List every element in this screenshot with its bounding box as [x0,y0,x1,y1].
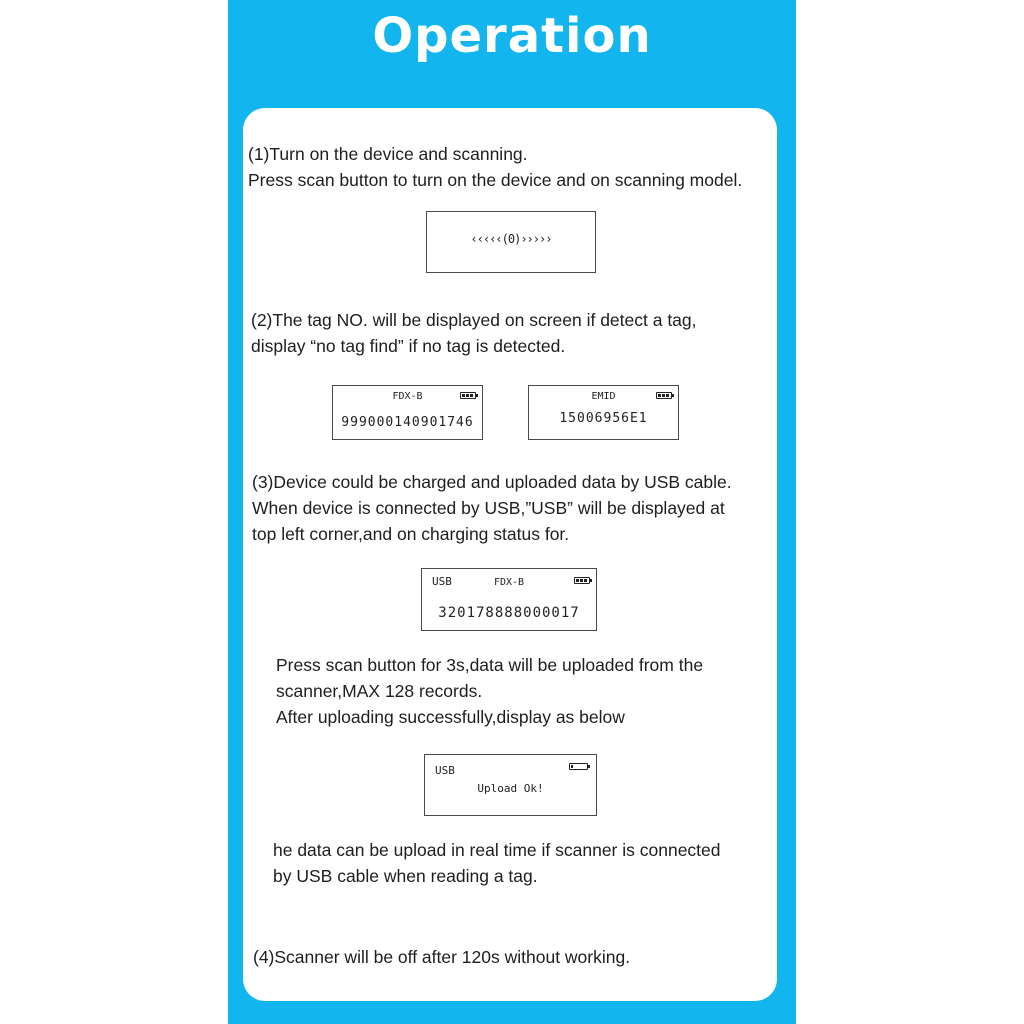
usb-upload-screen [424,754,597,816]
usb-fdx-screen [421,568,597,631]
upload-status: Upload Ok! [477,782,544,795]
tag-number: 320178888000017 [438,605,580,621]
screen-mode: FDX-B [493,577,525,588]
fdx-screen [332,385,483,440]
tag-number: 15006956E1 [559,411,648,426]
screen-mode: FDX-B [392,391,423,402]
scanning-screen [426,211,596,273]
step-2-text: (2)The tag NO. will be displayed on screen if detect a tag, display “no tag find” if no tag is detected. [251,310,697,356]
upload-note-text: Press scan button for 3s,data will be uploaded from the scanner,MAX 128 records. After uploading successfully,display as below [276,655,704,727]
usb-indicator: USB [435,764,455,777]
step-1-text: (1)Turn on the device and scanning. Press scan button to turn on the device and on scanning model. [248,144,743,190]
instructions-card [243,108,777,1001]
battery-icon [460,392,476,399]
step-3-text: (3)Device could be charged and uploaded data by USB cable. When device is connected by USB,”USB” will be displayed at top left corner,and on charging status for. [252,472,732,544]
emid-screen [528,385,679,440]
scanning-indicator: ‹‹‹‹‹(0)››››› [470,232,552,246]
battery-icon [656,392,672,399]
screen-mode: EMID [591,391,616,402]
operation-panel [228,0,796,1024]
step-4-text: (4)Scanner will be off after 120s without working. [253,947,631,967]
tag-number: 999000140901746 [341,415,474,430]
usb-indicator: USB [432,575,452,588]
battery-icon [569,763,588,770]
realtime-note-text: he data can be upload in real time if scanner is connected by USB cable when reading a tag. [273,840,721,886]
battery-icon [574,577,590,584]
page-title: Operation [372,8,652,64]
